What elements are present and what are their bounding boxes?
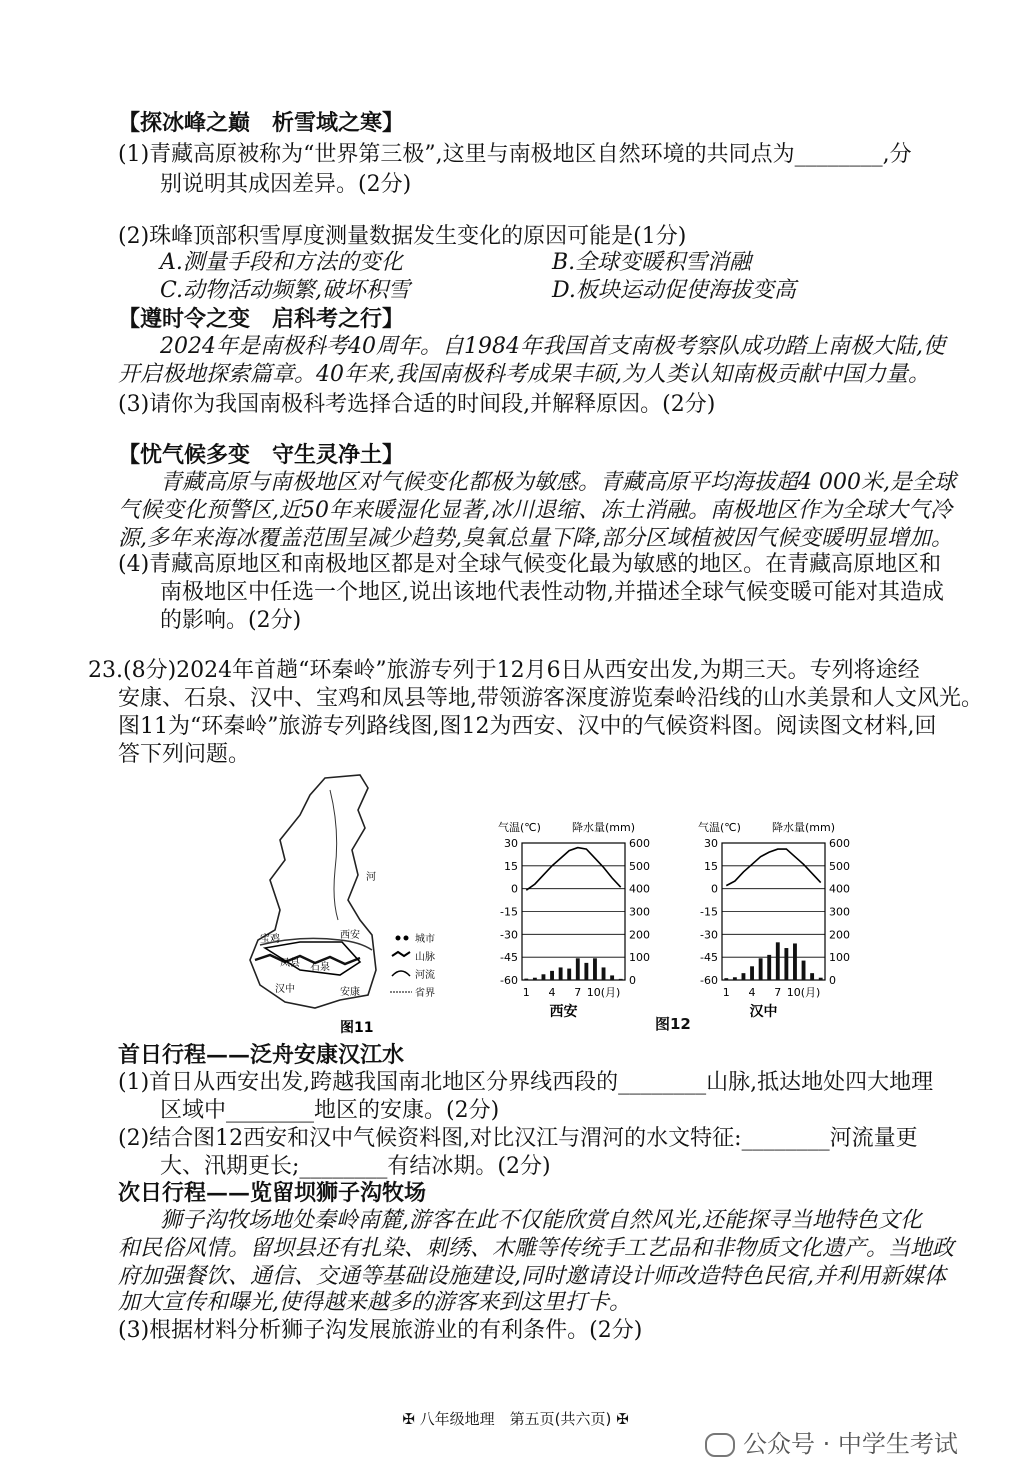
- day1-q2-line1: (2)结合图12西安和汉中气候资料图,对比汉江与渭河的水文特征:________河流量更: [118, 1126, 918, 1151]
- temp-axis-label: 气温(℃): [498, 821, 541, 834]
- paragraph-line: 2024年是南极科考40周年。自1984年我国首支南极考察队成功踏上南极大陆,使: [160, 334, 945, 359]
- paragraph-line: 气候变化预警区,近50年来暖湿化显著,冰川退缩、冻土消融。南极地区作为全球大气冷: [118, 498, 952, 523]
- option-c: C.动物活动频繁,破坏积雪: [160, 278, 411, 303]
- question-1-line2: 别说明其成因差异。(2分): [160, 172, 412, 197]
- precip-bar: [542, 974, 546, 980]
- figure-12-caption: 图12: [655, 1015, 691, 1033]
- watermark: [705, 1424, 958, 1459]
- x-tick-label: 4: [748, 986, 756, 999]
- paragraph-line: 狮子沟牧场地处秦岭南麓,游客在此不仅能欣赏自然风光,还能探寻当地特色文化: [160, 1208, 922, 1233]
- footer-text: 八年级地理 第五页(共六页): [419, 1410, 612, 1428]
- x-tick-label: 1: [522, 986, 530, 999]
- y-tick-label: -15: [700, 905, 718, 919]
- section-heading-climate: 【忧气候多变 守生灵净土】: [118, 442, 405, 468]
- shaanxi-outline: [250, 775, 376, 1008]
- chart-caption: 汉中: [749, 1004, 778, 1020]
- footer-mark-icon: ✠: [616, 1410, 629, 1428]
- y2-tick-label: 200: [829, 928, 850, 942]
- precip-bar: [576, 958, 580, 980]
- paragraph-line: 开启极地探索篇章。40年来,我国南极科考成果丰硕,为人类认知南极贡献中国力量。: [118, 362, 930, 387]
- question-3: (3)请你为我国南极科考选择合适的时间段,并解释原因。(2分): [118, 392, 716, 417]
- precip-bar: [784, 948, 788, 980]
- question-23-line2: 安康、石泉、汉中、宝鸡和凤县等地,带领游客深度游览秦岭沿线的山水美景和人文风光。: [118, 686, 983, 711]
- x-tick-label: 7: [574, 986, 582, 999]
- y-tick-label: 0: [711, 882, 718, 896]
- section-heading-ice: 【探冰峰之巅 析雪域之寒】: [118, 110, 405, 136]
- precip-bar: [524, 979, 528, 980]
- precip-bar: [742, 973, 746, 980]
- y-tick-label: 30: [704, 837, 718, 850]
- chart-caption: 西安: [549, 1004, 578, 1020]
- route-map-figure: [240, 770, 480, 1045]
- precip-bar: [793, 943, 797, 980]
- y2-tick-label: 100: [829, 951, 850, 965]
- precip-bar: [810, 973, 814, 980]
- precip-bar: [759, 958, 763, 980]
- precip-bar: [733, 977, 737, 980]
- y-tick-label: 0: [511, 882, 518, 896]
- precip-bar: [750, 966, 754, 980]
- wechat-icon: [705, 1433, 735, 1457]
- y2-tick-label: 600: [629, 837, 650, 850]
- y2-tick-label: 600: [829, 837, 850, 850]
- y-tick-label: -60: [700, 974, 718, 987]
- x-tick-label: 7: [774, 986, 782, 999]
- precip-bar: [819, 978, 823, 980]
- map-label-xian: 西安: [340, 930, 360, 941]
- paragraph-line: 源,多年来海冰覆盖范围呈减少趋势,臭氧总量下降,部分区域植被因气候变暖明显增加。: [118, 526, 953, 551]
- x-tick-label: 10(月): [586, 986, 621, 999]
- question-23-line1: 23.(8分)2024年首趟“环秦岭”旅游专列于12月6日从西安出发,为期三天。专列将途经: [88, 658, 920, 683]
- precip-bar: [567, 969, 571, 980]
- temp-curve: [726, 849, 820, 886]
- precip-bar: [610, 975, 614, 980]
- precip-bar: [776, 942, 780, 980]
- river-line: [330, 790, 338, 920]
- y-tick-label: -15: [500, 905, 518, 919]
- day2-heading: 次日行程——览留坝狮子沟牧场: [118, 1180, 427, 1206]
- temp-axis-label: 气温(℃): [698, 821, 741, 834]
- y-tick-label: -60: [500, 974, 518, 987]
- xian-climate-chart: [490, 815, 675, 1025]
- question-4-line1: (4)青藏高原地区和南极地区都是对全球气候变化最为敏感的地区。在青藏高原地区和: [118, 552, 942, 577]
- precip-bar: [533, 978, 537, 980]
- y2-tick-label: 300: [829, 905, 850, 919]
- y2-tick-label: 0: [829, 974, 836, 987]
- precip-bar: [724, 978, 728, 980]
- precip-bar: [619, 979, 623, 980]
- map-legend: [390, 932, 435, 999]
- y2-tick-label: 300: [629, 905, 650, 919]
- svg-text:河流: 河流: [415, 970, 435, 981]
- x-tick-label: 1: [722, 986, 730, 999]
- footer-mark-icon: ✠: [402, 1410, 415, 1428]
- precip-axis-label: 降水量(mm): [572, 821, 636, 834]
- map-label-river: 河: [366, 872, 376, 883]
- option-a: A.测量手段和方法的变化: [160, 250, 403, 275]
- y2-tick-label: 0: [629, 974, 636, 987]
- day1-q1-line2: 区域中________地区的安康。(2分): [160, 1098, 500, 1123]
- question-4-line2: 南极地区中任选一个地区,说出该地代表性动物,并描述全球气候变暖可能对其造成: [160, 580, 944, 605]
- precip-bar: [550, 971, 554, 980]
- y2-tick-label: 100: [629, 951, 650, 965]
- day1-heading: 首日行程——泛舟安康汉江水: [118, 1042, 405, 1068]
- figure-11-caption: 图11: [340, 1020, 374, 1036]
- map-label-hanzhong: 汉中: [275, 984, 295, 995]
- hanzhong-climate-chart: [690, 815, 875, 1025]
- paragraph-line: 和民俗风情。留坝县还有扎染、刺绣、木雕等传统手工艺品和非物质文化遗产。当地政: [118, 1236, 955, 1261]
- y-tick-label: 15: [704, 859, 718, 873]
- paragraph-line: 青藏高原与南极地区对气候变化都极为敏感。青藏高原平均海拔超4 000米,是全球: [160, 470, 956, 495]
- y2-tick-label: 500: [629, 859, 650, 873]
- y-tick-label: 30: [504, 837, 518, 850]
- option-d: D.板块运动促使海拔变高: [552, 278, 796, 303]
- y2-tick-label: 400: [829, 882, 850, 896]
- day1-q1-line1: (1)首日从西安出发,跨越我国南北地区分界线西段的________山脉,抵达地处四大地理: [118, 1070, 934, 1095]
- precip-bar: [593, 958, 597, 980]
- precip-bar: [559, 967, 563, 980]
- mountain-line: [255, 955, 360, 964]
- precip-bar: [602, 967, 606, 980]
- precip-bar: [767, 955, 771, 980]
- precip-bar: [584, 963, 588, 980]
- paragraph-line: 加大宣传和曝光,使得越来越多的游客来到这里打卡。: [118, 1290, 631, 1315]
- precip-axis-label: 降水量(mm): [772, 821, 836, 834]
- map-label-shiquan: 石泉: [310, 962, 330, 973]
- section-heading-expedition: 【遵时令之变 启科考之行】: [118, 306, 405, 332]
- y-tick-label: -45: [500, 951, 518, 965]
- day1-q2-line2: 大、汛期更长;________有结冰期。(2分): [160, 1154, 551, 1179]
- question-23-line4: 答下列问题。: [118, 742, 251, 767]
- map-label-fengxian: 凤县: [280, 958, 300, 969]
- question-1-line1: (1)青藏高原被称为“世界第三极”,这里与南极地区自然环境的共同点为________,分: [118, 142, 912, 167]
- question-4-line3: 的影响。(2分): [160, 608, 302, 633]
- svg-text:山脉: 山脉: [415, 952, 435, 963]
- question-23-line3: 图11为“环秦岭”旅游专列路线图,图12为西安、汉中的气候资料图。阅读图文材料,回: [118, 714, 937, 739]
- y2-tick-label: 500: [829, 859, 850, 873]
- map-label-ankang: 安康: [340, 987, 360, 998]
- y-tick-label: 15: [504, 859, 518, 873]
- temp-curve: [526, 848, 620, 891]
- y2-tick-label: 400: [629, 882, 650, 896]
- watermark-text: 公众号 · 中学生考试: [743, 1430, 958, 1458]
- day2-q3: (3)根据材料分析狮子沟发展旅游业的有利条件。(2分): [118, 1318, 643, 1343]
- y-tick-label: -30: [700, 928, 718, 942]
- y2-tick-label: 200: [629, 928, 650, 942]
- precip-bar: [802, 961, 806, 980]
- x-tick-label: 10(月): [786, 986, 821, 999]
- x-tick-label: 4: [548, 986, 556, 999]
- map-label-baoji: 宝鸡: [260, 934, 280, 945]
- y-tick-label: -45: [700, 951, 718, 965]
- y-tick-label: -30: [500, 928, 518, 942]
- paragraph-line: 府加强餐饮、通信、交通等基础设施建设,同时邀请设计师改造特色民宿,并利用新媒体: [118, 1264, 946, 1289]
- svg-text:省界: 省界: [415, 988, 435, 999]
- question-2: (2)珠峰顶部积雪厚度测量数据发生变化的原因可能是(1分): [118, 224, 687, 249]
- svg-text:城市: 城市: [415, 934, 435, 945]
- option-b: B.全球变暖积雪消融: [552, 250, 752, 275]
